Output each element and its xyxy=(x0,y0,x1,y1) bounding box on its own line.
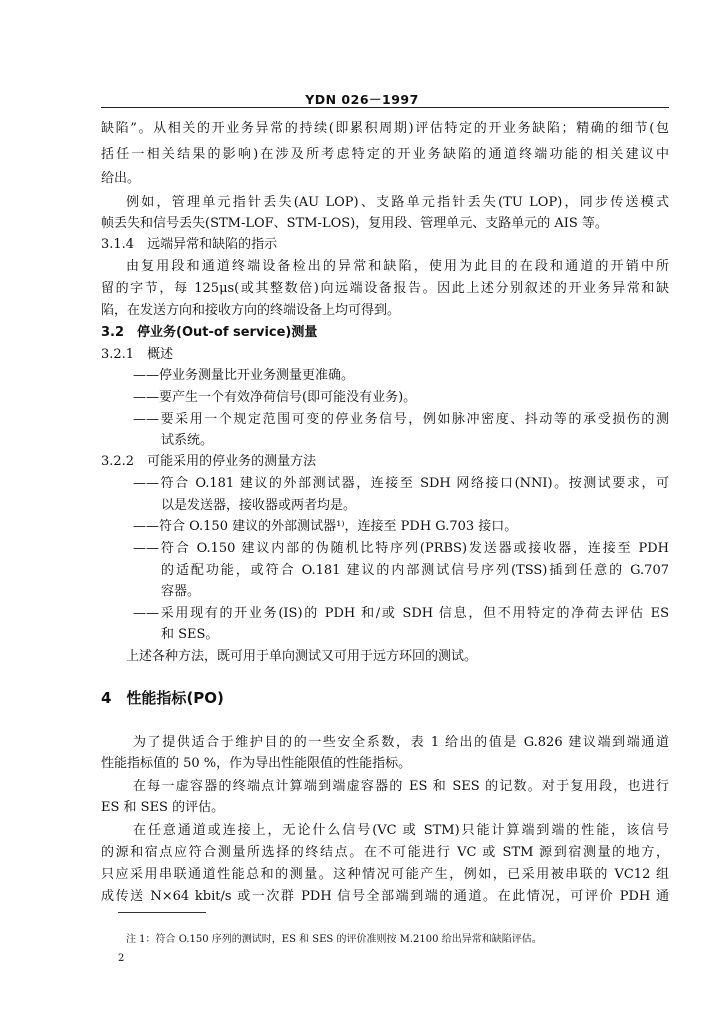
paragraph-line: 在每一虚容器的终端点计算端到端虚容器的 ES 和 SES 的记数。对于复用段，也进行 xyxy=(133,779,669,794)
paragraph-line: 成传送 N×64 kbit/s 或一次群 PDH 信号全部端到端的通道。在此情况，可评价 PDH 通 xyxy=(101,889,669,904)
section-heading-3-2-2: 3.2.2 可能采用的停业务的测量方法 xyxy=(101,454,317,469)
page-header: YDN 026－1997 xyxy=(305,92,419,107)
list-item-continuation: 以是发送器，接收器或两者均是。 xyxy=(161,498,357,513)
list-item: ——符合 O.150 建议内部的伪随机比特序列(PRBS)发送器或接收器，连接至 PDH xyxy=(133,541,669,556)
paragraph-line: 帧丢失和信号丢失(STM-LOF、STM-LOS)，复用段、管理单元、支路单元的 AIS 等。 xyxy=(101,216,608,231)
list-item: ——要产生一个有效净荷信号(即可能没有业务)。 xyxy=(133,390,417,405)
list-item-continuation: 容器。 xyxy=(161,584,201,599)
paragraph-line: 陷，在发送方向和接收方向的终端设备上均可得到。 xyxy=(101,303,401,318)
page-number: 2 xyxy=(118,953,125,964)
paragraph-line: 为了提供适合于维护目的的一些安全系数，表 1 给出的值是 G.826 建议端到端通道 xyxy=(133,735,669,750)
paragraph-line: 留的字节，每 125μs(或其整数倍)向远端设备报告。因此上述分别叙述的开业务异常和缺 xyxy=(101,281,669,296)
list-item-continuation: 和 SES。 xyxy=(161,627,219,642)
list-item: ——要采用一个规定范围可变的停业务信号，例如脉冲密度、抖动等的承受损伤的测 xyxy=(133,412,669,427)
paragraph-line: ES 和 SES 的评估。 xyxy=(101,800,225,815)
paragraph-line: 给出。 xyxy=(101,171,141,186)
list-item: ——采用现有的开业务(IS)的 PDH 和/或 SDH 信息，但不用特定的净荷去评估 ES xyxy=(133,606,669,621)
section-heading-3-2-1: 3.2.1 概述 xyxy=(101,347,174,362)
section-heading-3-2: 3.2 停业务(Out-of service)测量 xyxy=(101,325,318,340)
section-heading-3-1-4: 3.1.4 远端异常和缺陷的指示 xyxy=(101,237,278,252)
footnote: 注 1：符合 O.150 序列的测试时，ES 和 SES 的评价准则按 M.2100 给出异常和缺陷评估。 xyxy=(126,934,542,945)
paragraph-line: 例如，管理单元指针丢失(AU LOP)、支路单元指针丢失(TU LOP)，同步传送模式 xyxy=(126,195,669,210)
paragraph-line: 在任意通道或连接上，无论什么信号(VC 或 STM)只能计算端到端的性能，该信号 xyxy=(133,823,669,838)
paragraph-line: 上述各种方法，既可用于单向测试又可用于远方环回的测试。 xyxy=(126,649,478,664)
list-item-continuation: 试系统。 xyxy=(161,433,214,448)
list-item: ——符合 O.181 建议的外部测试器，连接至 SDH 网络接口(NNI)。按测试要求，可 xyxy=(133,476,669,491)
list-item: ——停业务测量比开业务测量更准确。 xyxy=(133,368,355,383)
paragraph-line: 性能指标值的 50 %，作为导出性能限值的性能指标。 xyxy=(101,756,412,771)
paragraph-line: 缺陷”。从相关的开业务异常的持续(即累积周期)评估特定的开业务缺陷；精确的细节(包 xyxy=(101,121,669,136)
chapter-heading-4: 4 性能指标(PO) xyxy=(101,689,224,707)
paragraph-line: 只应采用串联通道性能总和的测量。这种情况可能产生，例如，已采用被串联的 VC12 组 xyxy=(101,867,669,882)
list-item: ——符合 O.150 建议的外部测试器¹⁾，连接至 PDH G.703 接口。 xyxy=(133,519,518,534)
footnote-rule xyxy=(118,912,206,913)
paragraph-line: 由复用段和通道终端设备检出的异常和缺陷，使用为此目的在段和通道的开销中所 xyxy=(126,259,669,274)
paragraph-line: 的源和宿点应符合测量所选择的终结点。在不可能进行 VC 或 STM 源到宿测量的地方， xyxy=(101,845,669,860)
paragraph-line: 括任一相关结果的影响)在涉及所考虑特定的开业务缺陷的通道终端功能的相关建议中 xyxy=(101,147,669,162)
header-rule xyxy=(101,107,669,108)
list-item-continuation: 的适配功能，或符合 O.181 建议的内部测试信号序列(TSS)插到任意的 G.707 xyxy=(161,563,669,578)
